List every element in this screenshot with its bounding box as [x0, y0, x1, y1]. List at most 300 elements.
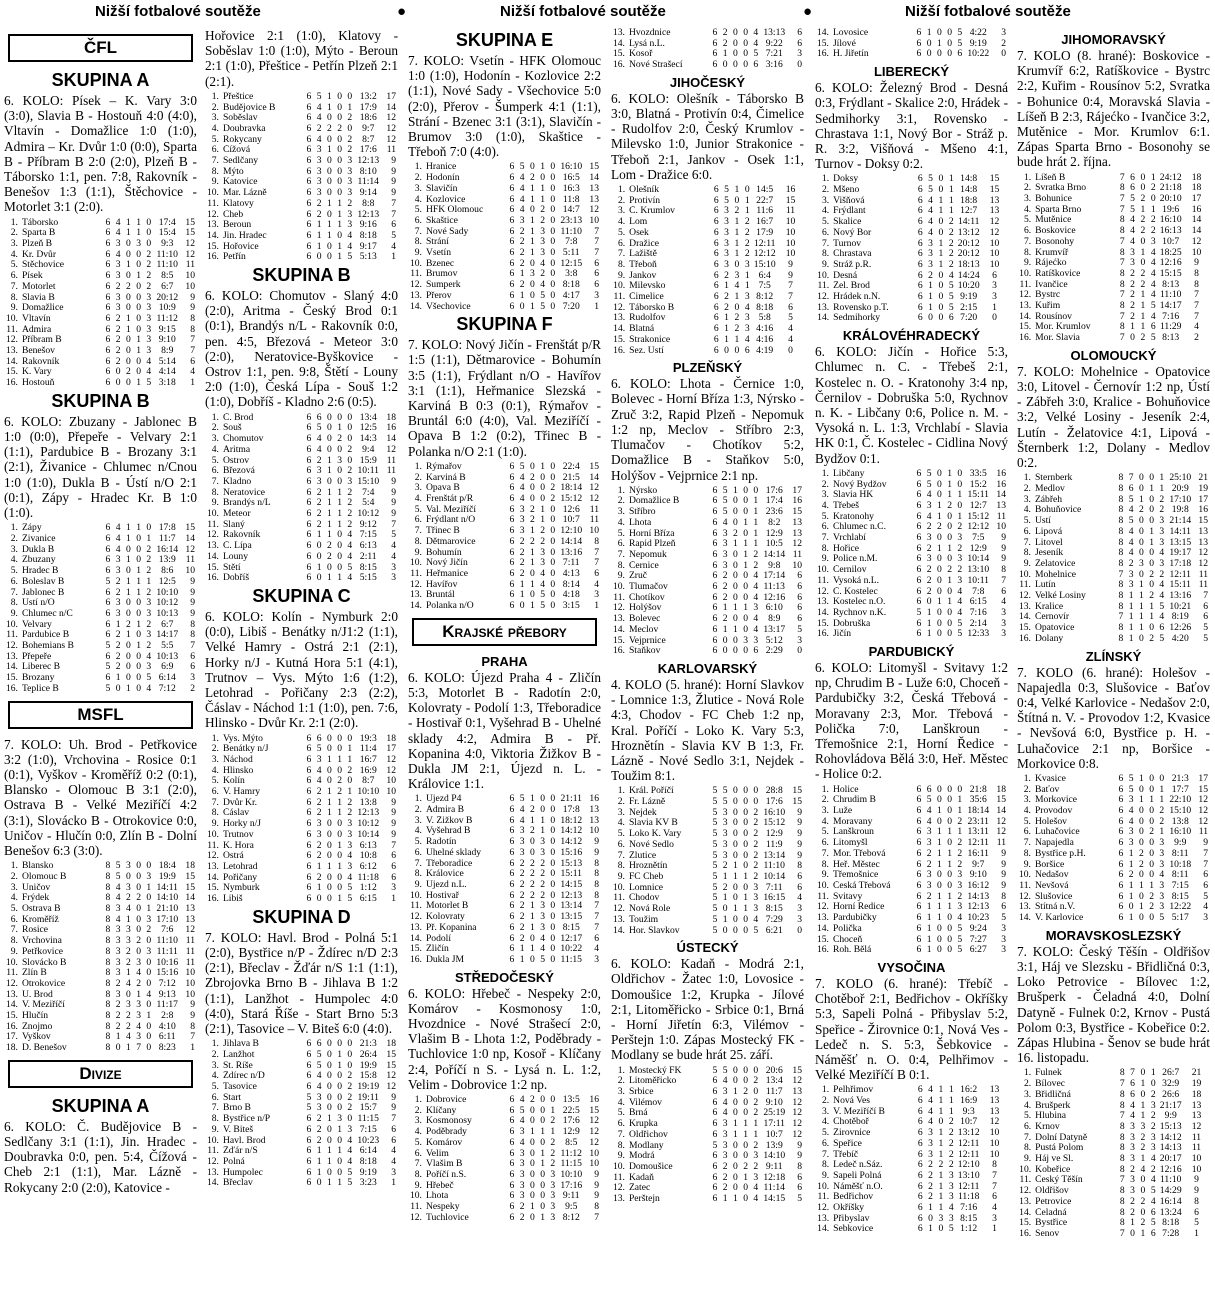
table-cell: 3. [617, 806, 625, 818]
table-cell: 5 [722, 796, 728, 808]
table-cell: 13. [1019, 300, 1032, 312]
table-row [611, 313, 804, 324]
table-cell: 6 [797, 570, 802, 582]
table-cell: 6 [957, 48, 963, 60]
table-cell: Slavia KV B [628, 818, 678, 829]
column-2 [205, 28, 398, 1304]
table-cell: 6 [1150, 1206, 1156, 1218]
table-cell: Příbram B [21, 335, 62, 346]
table-cell: 10 [989, 1137, 1000, 1149]
table-cell: 10 [386, 775, 396, 787]
table-cell: 0 [146, 977, 152, 989]
table-cell: 13. [1019, 1195, 1032, 1207]
table-cell: 0 [540, 1115, 545, 1127]
table-cell: Kuřim [1035, 301, 1061, 312]
table-cell: 1 [722, 871, 728, 882]
table-cell: 6 [509, 932, 515, 944]
table-cell: 2. [821, 184, 830, 196]
table-cell: 6 [1203, 600, 1208, 612]
table-cell: 11:4 [359, 743, 377, 755]
results-paragraph: 7. KOLO (6. hrané): Třebíč - Chotěboř 2:1, Bedřichov - Okříšky 5:3, Sapeli Polná - Přibyslav 5:2, Speřice - Žirovnice 0:1, Nová Ves - Ledeč n. S. 5:3, Šebkovice - Náměšť n. O. 0:4, Pelhřimov - Velké Meziříčí B 0:1. [815, 975, 1008, 1083]
table-cell: 4 [594, 943, 599, 955]
table-cell: 3 [928, 237, 933, 249]
table-cell: 0 [936, 628, 942, 640]
table-cell: 0 [146, 1020, 152, 1032]
table-cell: 0 [146, 967, 152, 979]
table-cell: 12:9 [969, 542, 987, 554]
table-cell: 16:15 [763, 892, 786, 904]
table-cell: 1 [734, 184, 740, 196]
table-cell: 0 [936, 553, 942, 565]
section-box-title: Krajské přebory [412, 618, 597, 646]
table-cell: 6 [916, 628, 922, 640]
table-cell: Břeclav [222, 1178, 253, 1189]
table-cell: 14. [206, 550, 219, 562]
table-cell: 13. [817, 301, 830, 313]
table-cell: 0 [1159, 772, 1165, 784]
table-cell: 4. [414, 825, 422, 837]
table-cell: 6 [753, 645, 759, 657]
table-cell: Modlany [628, 1140, 664, 1151]
table-cell: 2 [347, 497, 353, 509]
table-cell: 4. [414, 1126, 422, 1138]
table-cell: 1 [540, 161, 545, 173]
table-cell: 2 [136, 892, 141, 904]
table-cell: 1 [734, 216, 740, 228]
table-cell: 1 [936, 596, 942, 608]
table-cell: 3. [1023, 1088, 1032, 1100]
table-cell: 3. [821, 1105, 830, 1117]
table-cell: 5. [1023, 815, 1031, 827]
table-cell: 2:15 [960, 301, 978, 313]
table-cell: 10 [1191, 1163, 1202, 1175]
table-cell: 0 [1140, 182, 1146, 194]
table-cell: 0 [326, 1123, 332, 1135]
table-cell: 2 [316, 871, 322, 883]
results-paragraph: 6. KOLO: Chomutov - Slaný 4:0 (2:0), Aritma - Český Brod 0:1 (0:1), Brandýs n/L - Rakovník 0:0, pen. 4:5, Březová - Meteor 3:0 (2:0), Neratovice-Byškovice - Ostrov 1:1, pen. 9:8, Štětí - Louny 2:0 (1:0), Česká Lípa - Souš 1:2 (1:0), Dobříš - Kladno 2:6 (0:5). [205, 288, 398, 410]
table-cell: 4 [136, 967, 141, 979]
table-cell: Štěchovice [21, 260, 65, 271]
table-cell: 1 [1130, 321, 1135, 333]
table-cell: 6:4 [758, 269, 771, 281]
table-cell: 6. [10, 913, 18, 925]
table-cell: 1 [337, 893, 342, 905]
table-cell: 5:4 [362, 497, 375, 509]
table-cell: 14:15 [560, 878, 583, 890]
table-row [815, 303, 1008, 314]
table-cell: 8:7 [362, 133, 375, 145]
table-cell: 15. [1019, 321, 1032, 333]
table-cell: 0 [326, 743, 332, 755]
table-cell: 15. [1019, 1217, 1032, 1229]
table-cell: 8 [1118, 493, 1124, 505]
table-cell: Chotěboř [833, 1117, 869, 1128]
table-cell: Rovensko p.T. [833, 302, 889, 313]
table-cell: 0 [326, 1081, 332, 1093]
table-cell: 6 [916, 901, 922, 913]
table-cell: 0 [1138, 837, 1144, 849]
table-cell: 0 [1150, 193, 1156, 205]
table-cell: Hlučín [21, 1011, 49, 1022]
table-cell: 0 [936, 585, 942, 597]
table-cell: 0 [529, 567, 535, 579]
table-cell: 10. [613, 280, 626, 292]
table-cell: 3 [1130, 1142, 1135, 1154]
table-cell: 7 [788, 280, 793, 292]
table-cell: 1 [529, 236, 535, 248]
table-cell: 0 [957, 478, 963, 490]
table-cell: 7 [1119, 289, 1125, 301]
table-cell: Dvůr Kr. [222, 797, 258, 808]
table-cell: 6 [916, 564, 922, 576]
table-cell: 3 [519, 514, 525, 526]
table-cell: 5 [540, 300, 545, 312]
table-cell: 2 [115, 312, 121, 324]
table-cell: 13 [589, 804, 599, 816]
table-cell: 14:11 [1169, 525, 1191, 537]
table-cell: 12:13 [967, 901, 990, 913]
table-cell: 1 [326, 796, 332, 808]
table-cell: 1 [936, 37, 942, 49]
table-cell: 0 [732, 817, 738, 829]
table-cell: 12. [409, 578, 422, 590]
table-cell: 0 [550, 193, 556, 205]
table-cell: 12:12 [753, 248, 776, 260]
table-cell: 6 [306, 155, 312, 167]
table-cell: 15 [386, 1059, 396, 1071]
table-cell: 9:11 [765, 1160, 783, 1172]
table-cell: Protivín [629, 195, 661, 206]
table-cell: 9 [391, 807, 396, 819]
table-cell: 4 [540, 279, 545, 291]
table-cell: 1 [1149, 600, 1154, 612]
table-row [611, 196, 804, 207]
table-cell: 0 [146, 1042, 152, 1054]
table-cell: Písek [21, 271, 43, 282]
table-cell: 6 [306, 1059, 312, 1071]
table-cell: 6 [306, 561, 312, 573]
table-cell: 3 [347, 828, 353, 840]
table-cell: 3 [1001, 933, 1006, 945]
table-cell: 0 [550, 257, 556, 269]
table-cell: 2. [414, 471, 422, 483]
table-cell: 1 [529, 182, 535, 194]
table-cell: Domoušice [628, 1161, 673, 1172]
table-row [815, 1192, 1008, 1203]
table-cell: 9. [821, 553, 829, 565]
table-cell: 0 [722, 634, 728, 646]
table-cell: 9 [1001, 858, 1006, 870]
table-cell: 0 [326, 1070, 332, 1082]
standings-table [611, 28, 804, 71]
table-cell: 6 [105, 377, 111, 389]
table-cell: 0 [326, 240, 332, 252]
table-cell: 2 [1140, 214, 1146, 226]
table-cell: 0 [326, 187, 332, 199]
table-cell: 5 [722, 1064, 728, 1076]
table-cell: 0 [125, 543, 131, 555]
table-cell: 6 [306, 165, 312, 177]
table-cell: 5. [414, 503, 422, 515]
table-row [205, 552, 398, 563]
table-cell: Karviná B [425, 472, 466, 483]
group-heading: SKUPINA A [51, 70, 150, 90]
table-cell: 2 [550, 1158, 556, 1170]
table-cell: 11:18 [357, 871, 379, 883]
table-cell: 2 [753, 1075, 759, 1087]
table-cell: 5. [10, 902, 18, 914]
table-cell: 7:16 [960, 1202, 978, 1214]
table-cell: 18 [386, 411, 396, 423]
table-cell: 1 [957, 826, 963, 838]
table-cell: 4 [1128, 536, 1134, 548]
table-cell: 17 [1191, 193, 1202, 205]
table-cell: 1 [1128, 611, 1134, 623]
table-cell: 3 [316, 818, 322, 830]
table-row [205, 1125, 398, 1136]
table-cell: 1 [550, 1126, 556, 1138]
table-row [815, 1107, 1008, 1118]
results-paragraph: 6. KOLO: Litomyšl - Svitavy 1:2 np, Chrudim B - Luže 6:0, Choceň - Pardubičky 3:2, Česká Třebová - Moravany 2:3, Mor. Třebová - Polička 7:0, Lanškroun - Třemošnice 2:1, Horní Ředice - Rohovládova Bělá 3:0, Heř. Městec - Holice 0:2. [815, 660, 1008, 782]
table-cell: 6 [712, 1160, 718, 1172]
group-heading: SKUPINA B [252, 265, 351, 286]
table-cell: Roh. Bělá [832, 945, 872, 956]
table-cell: 2 [1149, 590, 1154, 602]
table-cell: Vilémov [628, 1097, 662, 1108]
table-cell: 12 [792, 1107, 802, 1119]
table-cell: 11. [1019, 1174, 1032, 1186]
table-cell: 10 [785, 216, 796, 228]
table-cell: 0 [136, 312, 141, 324]
table-cell: 1 [337, 219, 342, 231]
table-row [815, 313, 1008, 324]
table-row [611, 260, 804, 271]
table-cell: 15 [185, 522, 195, 534]
table-cell: 12:22 [1169, 901, 1192, 913]
table-cell: 2 [146, 640, 152, 652]
table-cell: 1 [1149, 525, 1154, 537]
table-cell: 6. [821, 226, 830, 238]
table-cell: 4. [10, 554, 18, 566]
table-cell: 12 [589, 493, 599, 504]
table-cell: 0 [125, 355, 131, 367]
table-cell: 9 [190, 597, 195, 609]
table-cell: 2 [115, 355, 121, 367]
table-cell: 5 [712, 1139, 718, 1151]
table-cell: 1 [926, 901, 932, 913]
table-cell: 0 [1149, 504, 1154, 516]
table-cell: 0 [115, 1042, 121, 1054]
table-cell: 0 [125, 302, 131, 314]
table-cell: 5 [105, 661, 111, 673]
table-cell: 0 [1149, 783, 1154, 795]
table-row [1017, 913, 1210, 924]
table-cell: 0 [337, 828, 342, 840]
table-cell: 4 [125, 977, 131, 989]
table-cell: 2 [115, 629, 121, 641]
table-cell: 15 [589, 460, 599, 472]
table-cell: 0 [337, 764, 342, 776]
table-cell: 0 [326, 112, 332, 124]
table-cell: 6 [1130, 171, 1135, 183]
table-cell: 2 [347, 508, 353, 520]
region-heading: STŘEDOČESKÝ [455, 969, 554, 985]
table-cell: 8:2 [768, 516, 781, 528]
table-cell: 2 [948, 1127, 954, 1139]
table-cell: Č. Krumlov [629, 206, 675, 217]
table-cell: 6 [916, 815, 922, 827]
table-cell: 15:13 [560, 857, 583, 869]
table-cell: Pořičany [222, 872, 258, 883]
table-cell: 8 [594, 889, 599, 901]
table-cell: 21 [1198, 472, 1208, 484]
table-row [815, 945, 1008, 956]
table-cell: 2 [115, 1010, 121, 1022]
table-cell: 11 [185, 935, 195, 947]
table-cell: 16. [206, 251, 219, 263]
table-cell: 0 [724, 344, 729, 356]
table-cell: 6 [992, 1191, 997, 1203]
table-cell: 3 [753, 634, 759, 646]
table-cell: 14. [5, 999, 18, 1011]
table-cell: 3 [115, 302, 121, 314]
results-paragraph: 6. KOLO: Kolín - Nymburk 2:0 (0:0), Libiš - Benátky n/J1:2 (1:1), Velké Hamry - Ostrá 2:1 (2:1), Horky n/J - Kutná Hora 5:1 (4:1), Trutnov – Vys. Mýto 1:6 (1:2), Letohrad - Pořičany 2:3 (2:2), Čáslav - Náchod 1:1 (1:0), pen. 7:6, Hlinsko - Dvůr Kr. 2:1 (2:0). [205, 608, 398, 731]
section-box-title: ČFL [8, 34, 193, 62]
table-cell: 2 [316, 122, 322, 134]
table-cell: 0 [326, 165, 332, 177]
table-cell: 2 [928, 1159, 933, 1171]
table-cell: 2 [337, 433, 342, 445]
standings-table [205, 734, 398, 905]
table-cell: 6. [617, 237, 626, 249]
table-cell: 0 [732, 1160, 738, 1172]
table-cell: 4 [928, 226, 933, 238]
table-cell: Kozlovice [425, 194, 466, 205]
table-cell: 9:7 [362, 122, 375, 134]
table-cell: 4 [115, 227, 121, 239]
table-cell: 2 [753, 1096, 759, 1108]
table-cell: 1. [414, 1094, 422, 1106]
table-cell: 17:9 [756, 226, 774, 238]
table-cell: 4 [146, 682, 152, 694]
table-cell: 2 [928, 1180, 933, 1192]
table-cell: 15 [792, 1064, 802, 1076]
table-cell: 0 [1140, 1206, 1146, 1218]
table-cell: 9:10 [969, 869, 987, 881]
table-cell: 4 [926, 815, 932, 827]
table-cell: Černice [628, 560, 659, 571]
table-cell: Litovel [1034, 537, 1063, 548]
table-cell: 7 [594, 557, 599, 569]
table-cell: 12 [1198, 815, 1208, 827]
table-cell: 0 [732, 37, 738, 49]
table-cell: 2 [722, 570, 728, 582]
table-cell: 0 [125, 640, 131, 652]
table-cell: 0 [947, 606, 952, 618]
table-cell: 0 [326, 1048, 332, 1060]
table-cell: 3 [797, 913, 802, 925]
table-cell: 6 [916, 826, 922, 838]
table-cell: 1. [821, 1084, 830, 1096]
table-cell: 6 [306, 518, 312, 530]
table-cell: 14:8 [960, 184, 978, 196]
table-cell: 2 [529, 804, 535, 816]
table-cell: 4 [136, 1020, 141, 1032]
table-cell: 0 [936, 783, 942, 795]
table-cell: 1 [1128, 590, 1134, 602]
table-row [205, 199, 398, 210]
table-cell: 13 [996, 499, 1006, 511]
table-cell: 4 [347, 572, 353, 584]
table-cell: 14. [816, 606, 829, 618]
table-cell: 8:15 [765, 903, 783, 915]
table-cell: 5 [1194, 1217, 1199, 1229]
table-cell: 3 [957, 574, 963, 586]
table-cell: 5 [712, 892, 718, 904]
table-cell: 18:8 [960, 194, 978, 206]
table-cell: 6 [917, 301, 923, 313]
table-cell: 4 [1140, 1163, 1146, 1175]
table-cell: 12:9 [765, 527, 783, 539]
table-cell: 11 [386, 144, 396, 156]
table-cell: 3 [957, 901, 963, 913]
table-cell: 0 [337, 1102, 342, 1114]
table-cell: 0 [550, 289, 556, 301]
table-row [408, 1138, 601, 1149]
table-cell: 10. [612, 581, 625, 593]
table-cell: 5. [414, 836, 422, 848]
table-cell: Brno B [222, 1103, 251, 1114]
table-cell: 3 [722, 838, 728, 850]
table-cell: 1 [957, 794, 963, 806]
table-cell: 6 [509, 236, 515, 248]
table-cell: 3 [540, 921, 545, 933]
table-cell: 1 [744, 205, 750, 217]
table-cell: 12. [5, 334, 18, 346]
table-row [815, 1128, 1008, 1139]
table-cell: 9 [190, 1010, 195, 1022]
table-cell: 8:15 [562, 921, 580, 933]
table-cell: 15 [785, 194, 796, 206]
table-cell: 3 [928, 1137, 933, 1149]
table-cell: 12 [386, 443, 396, 455]
table-cell: 1 [732, 860, 738, 872]
table-cell: 14. [612, 623, 625, 635]
table-cell: 0 [337, 1134, 342, 1146]
table-cell: 13:4 [359, 411, 377, 423]
table-cell: 14. [206, 871, 219, 883]
table-cell: 3 [529, 268, 535, 280]
table-cell: 12. [409, 279, 422, 291]
table-cell: 6 [306, 807, 312, 819]
table-cell: 10:10 [357, 786, 380, 798]
table-row [815, 49, 1008, 60]
table-cell: 3 [146, 870, 152, 882]
table-cell: 0 [1150, 1078, 1156, 1090]
table-cell: 0 [947, 944, 952, 956]
table-cell: 2 [529, 1094, 535, 1106]
region-heading: OLOMOUCKÝ [1070, 347, 1157, 363]
table-cell: 4 [519, 182, 525, 194]
table-cell: 2 [125, 945, 131, 957]
table-cell: 3 [347, 1123, 353, 1135]
table-cell: 8 [105, 902, 111, 914]
table-cell: 2 [519, 921, 525, 933]
table-cell: 5. [617, 527, 625, 539]
table-cell: 6 [1118, 794, 1124, 806]
table-cell: 12:11 [957, 1180, 980, 1192]
table-cell: 6 [917, 1212, 923, 1224]
